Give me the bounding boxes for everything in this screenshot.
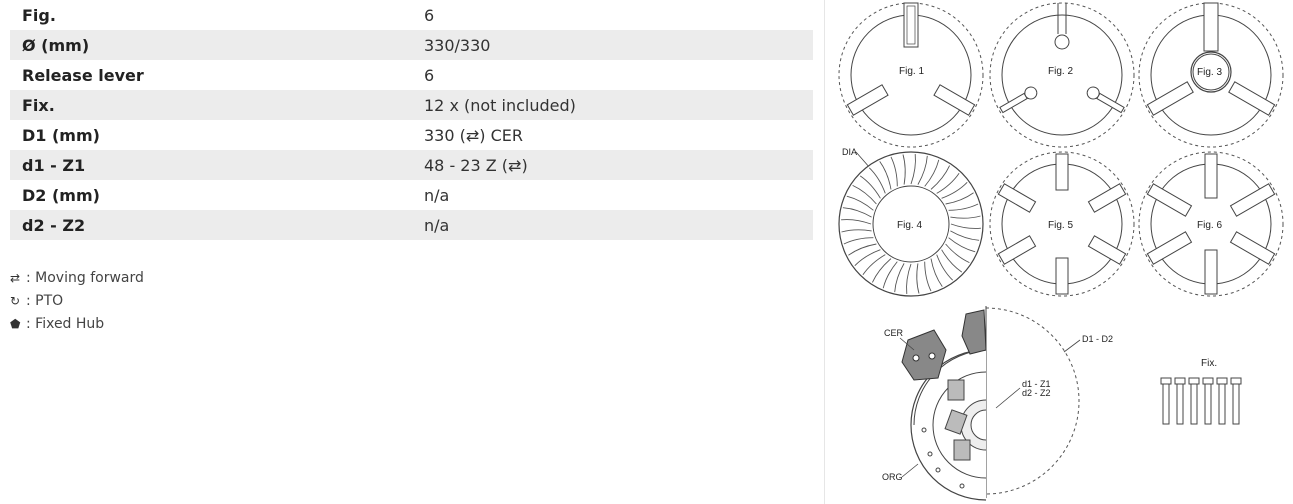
spec-row <box>10 30 813 60</box>
bolt-head <box>1175 378 1185 384</box>
fig5-drawing <box>990 152 1134 296</box>
spec-label: Fix. <box>22 95 55 115</box>
legend-item-pto <box>10 289 144 312</box>
bolt-shaft <box>1205 384 1211 424</box>
bolt-head <box>1203 378 1213 384</box>
fix-bolts-drawing <box>1161 358 1241 424</box>
bolt-shaft <box>1219 384 1225 424</box>
fixed-hub-icon: ⬟ <box>10 316 21 331</box>
pto-icon: ↻ <box>10 293 21 308</box>
spec-row <box>10 120 813 150</box>
spec-row <box>10 180 813 210</box>
d1-z1-label: d1 - Z1 <box>1022 379 1051 389</box>
d2-z2-label: d2 - Z2 <box>1022 388 1051 398</box>
fig5-label: Fig. 5 <box>1048 220 1074 231</box>
fig3-label: Fig. 3 <box>1197 67 1223 78</box>
bolt-head <box>1189 378 1199 384</box>
spec-row <box>10 90 813 120</box>
spec-row <box>10 210 813 240</box>
bolt-shaft <box>1177 384 1183 424</box>
spec-label: D2 (mm) <box>22 185 100 205</box>
dia-label: DIA <box>842 147 858 157</box>
spec-value: 12 x (not included) <box>424 95 576 115</box>
legend-text: : Moving forward <box>26 269 144 286</box>
spec-label: Ø (mm) <box>22 35 90 55</box>
spec-value: n/a <box>424 215 450 235</box>
bolt-shaft <box>1163 384 1169 424</box>
bolt-shaft <box>1191 384 1197 424</box>
spec-value: 6 <box>424 5 435 25</box>
clutch-disc-drawing <box>882 306 1113 500</box>
legend-item-moving-forward <box>10 266 144 289</box>
bolt-head <box>1231 378 1241 384</box>
drawings-svg <box>826 0 1293 504</box>
cer-label: CER <box>884 328 904 338</box>
bolt-head <box>1161 378 1171 384</box>
spec-row <box>10 0 813 30</box>
spec-label: Release lever <box>22 65 144 85</box>
spec-value: 330/330 <box>424 35 491 55</box>
fig1-label: Fig. 1 <box>899 66 925 77</box>
divider <box>824 0 825 504</box>
fig1-drawing <box>839 3 983 147</box>
spec-label: d2 - Z2 <box>22 215 86 235</box>
legend <box>10 266 144 335</box>
fix-label: Fix. <box>1201 358 1218 369</box>
bolt-head <box>1217 378 1227 384</box>
legend-item-fixed-hub <box>10 312 144 335</box>
spec-table <box>10 0 813 240</box>
fig2-drawing <box>990 3 1134 147</box>
spec-value: 6 <box>424 65 435 85</box>
spec-label: d1 - Z1 <box>22 155 86 175</box>
technical-drawings <box>826 0 1293 504</box>
fig6-drawing <box>1139 152 1283 296</box>
fig6-label: Fig. 6 <box>1197 220 1223 231</box>
spec-label: Fig. <box>22 5 56 25</box>
d1-d2-label: D1 - D2 <box>1082 334 1114 344</box>
legend-text: : PTO <box>26 292 64 309</box>
fig4-label: Fig. 4 <box>897 220 923 231</box>
spec-value: n/a <box>424 185 450 205</box>
moving-forward-icon: ⇄ <box>10 270 21 285</box>
bolt-shaft <box>1233 384 1239 424</box>
spec-row <box>10 60 813 90</box>
fig4-drawing <box>839 152 983 296</box>
spec-value: 48 - 23 Z (⇄) <box>424 155 528 175</box>
spec-row <box>10 150 813 180</box>
fig2-label: Fig. 2 <box>1048 66 1074 77</box>
org-label: ORG <box>882 472 903 482</box>
spec-label: D1 (mm) <box>22 125 100 145</box>
spec-value: 330 (⇄) CER <box>424 125 523 145</box>
legend-text: : Fixed Hub <box>26 315 105 332</box>
fig3-drawing <box>1139 3 1283 147</box>
